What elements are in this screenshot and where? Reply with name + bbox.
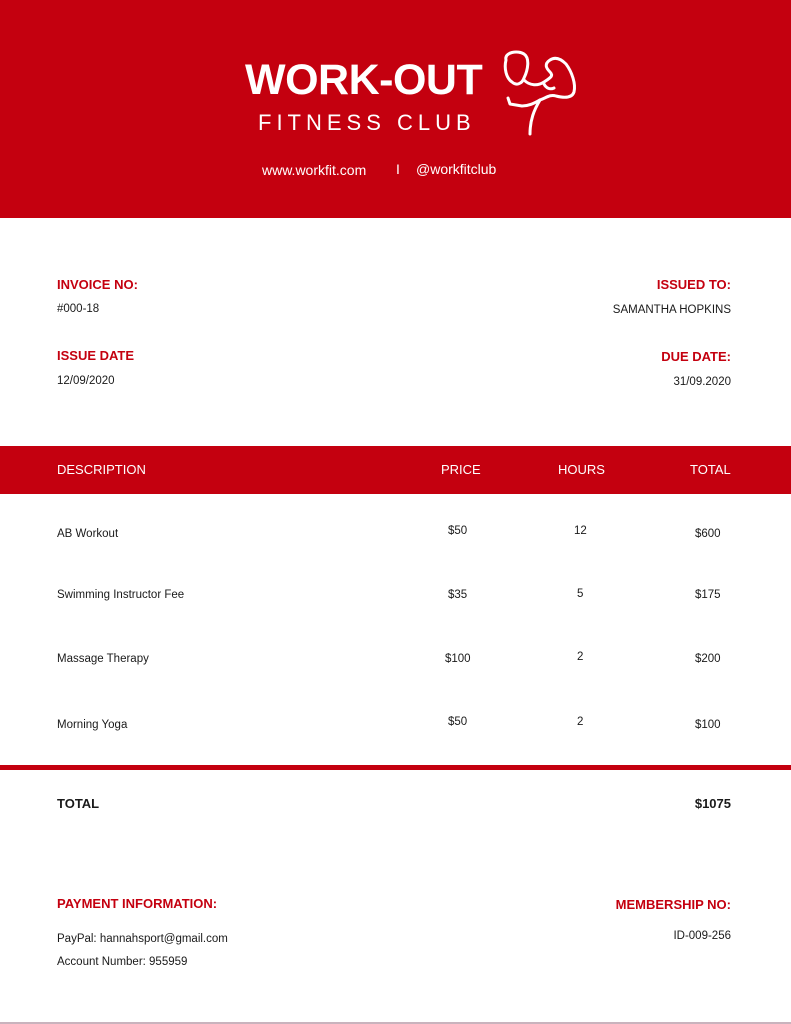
row-description: Massage Therapy bbox=[57, 653, 149, 665]
invoice-no-value: #000-18 bbox=[57, 303, 100, 315]
row-hours: 2 bbox=[577, 651, 584, 663]
row-price: $50 bbox=[448, 716, 468, 728]
table-row bbox=[0, 586, 791, 606]
row-total: $175 bbox=[695, 589, 721, 601]
membership-no-label: MEMBERSHIP NO: bbox=[615, 897, 731, 912]
row-price: $50 bbox=[448, 525, 468, 537]
column-header-price: PRICE bbox=[441, 462, 481, 477]
row-hours: 5 bbox=[577, 588, 584, 600]
membership-no-value: ID-009-256 bbox=[673, 930, 731, 942]
row-description: Swimming Instructor Fee bbox=[57, 589, 185, 601]
column-header-total: TOTAL bbox=[690, 462, 731, 477]
invoice-no-label: INVOICE NO: bbox=[57, 277, 138, 292]
brand-subtitle: FITNESS CLUB bbox=[258, 110, 476, 135]
table-header bbox=[0, 446, 791, 494]
issued-to-value: SAMANTHA HOPKINS bbox=[612, 304, 731, 316]
website-link[interactable]: www.workfit.com bbox=[262, 162, 367, 178]
column-header-description: DESCRIPTION bbox=[57, 462, 146, 477]
paypal-info: PayPal: hannahsport@gmail.com bbox=[57, 933, 228, 945]
flexed-bicep-icon bbox=[500, 48, 580, 138]
total-divider bbox=[0, 765, 791, 770]
row-total: $600 bbox=[695, 528, 721, 540]
issue-date-value: 12/09/2020 bbox=[57, 375, 115, 387]
table-row bbox=[0, 524, 791, 544]
social-handle-link[interactable]: @workfitclub bbox=[416, 161, 497, 177]
row-description: Morning Yoga bbox=[57, 719, 128, 731]
issue-date-label: ISSUE DATE bbox=[57, 348, 135, 363]
contact-separator: I bbox=[396, 161, 400, 177]
column-header-hours: HOURS bbox=[558, 462, 605, 477]
invoice-header bbox=[0, 0, 791, 218]
due-date-value: 31/09.2020 bbox=[673, 376, 731, 388]
issued-to-label: ISSUED TO: bbox=[656, 277, 731, 292]
row-price: $100 bbox=[445, 653, 471, 665]
due-date-label: DUE DATE: bbox=[661, 349, 731, 364]
table-row bbox=[0, 714, 791, 734]
total-label: TOTAL bbox=[57, 796, 100, 811]
brand-title: WORK-OUT bbox=[245, 56, 483, 104]
total-value: $1075 bbox=[694, 796, 731, 811]
payment-info-label: PAYMENT INFORMATION: bbox=[57, 896, 218, 911]
row-hours: 2 bbox=[577, 716, 584, 728]
account-number: Account Number: 955959 bbox=[57, 956, 188, 968]
table-row bbox=[0, 650, 791, 670]
row-description: AB Workout bbox=[57, 528, 119, 540]
contact-line bbox=[0, 160, 791, 180]
row-price: $35 bbox=[448, 589, 468, 601]
row-total: $200 bbox=[695, 653, 721, 665]
row-total: $100 bbox=[695, 719, 721, 731]
row-hours: 12 bbox=[574, 525, 587, 537]
